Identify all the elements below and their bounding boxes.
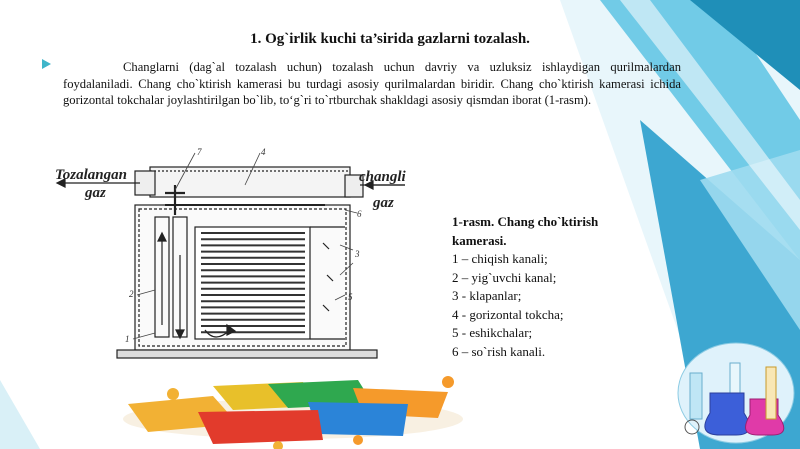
figure-caption	[452, 213, 652, 361]
figure-label-cleaned-gas-2: gaz	[85, 185, 106, 201]
slide-title: 1. Og`irlik kuchi ta’sirida gazlarni tozalash.	[250, 31, 530, 47]
figure-label-cleaned-gas-1: Tozalangan	[55, 167, 127, 183]
dust-chamber-figure	[55, 145, 425, 370]
callout-1: 1	[125, 334, 130, 344]
callout-7: 7	[197, 147, 202, 157]
puzzle-pieces-image	[118, 374, 468, 449]
figure-label-dusty-gas-2: gaz	[373, 195, 394, 211]
callout-3: 3	[355, 249, 360, 259]
figure-label-dusty-gas-1: changli	[359, 169, 406, 185]
laboratory-flasks-image	[670, 333, 800, 449]
callout-2: 2	[129, 289, 134, 299]
caption-item: 2 – yig`uvchi kanal;	[452, 269, 557, 285]
triangle-bullet-icon	[41, 59, 51, 69]
caption-title: 1-rasm. Chang cho`ktirish kamerasi.	[452, 214, 599, 248]
body-paragraph: Changlarni (dag`al tozalash uchun) tozalash uchun davriy va uzluksiz ishlaydigan qurilmalardan foydalaniladi. Chang cho`ktirish kamerasi bu turdagi asosiy qurilmalardan biridir. Chang cho`ktirish kamerasi ichida gorizontal tokchalar joylashtirilgan bo`lib, to‘g`ri to`rtburchak shakldagi asosiy qismdan iborat (1-rasm).	[63, 60, 681, 108]
callout-6: 6	[357, 209, 362, 219]
caption-item: 6 – so`rish kanali.	[452, 343, 546, 359]
callout-5: 5	[348, 292, 353, 302]
callout-4: 4	[261, 147, 266, 157]
caption-item: 5 - eshikchalar;	[452, 325, 533, 340]
caption-item: 1 – chiqish kanali;	[452, 251, 548, 266]
caption-item: 4 - gorizontal tokcha;	[452, 306, 564, 322]
caption-item: 3 - klapanlar;	[452, 288, 522, 303]
